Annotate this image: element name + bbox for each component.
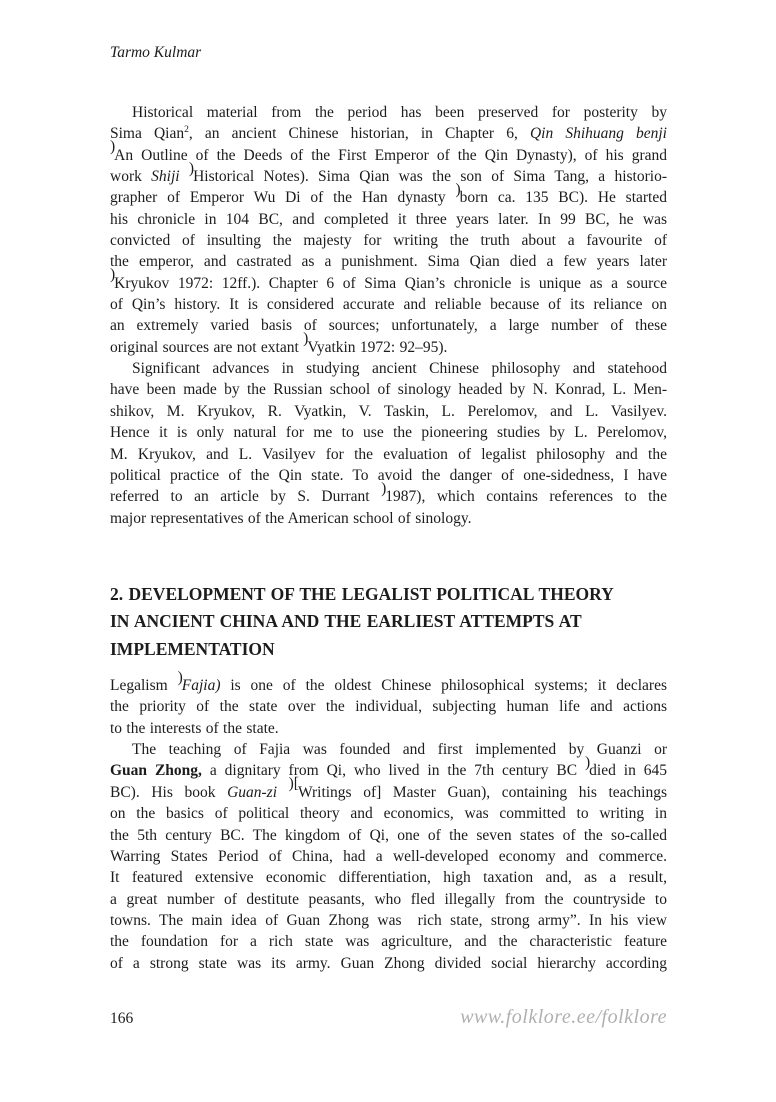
misrendered-paren-glyph: ) xyxy=(110,138,116,156)
text-line: Warring States Period of China, had a well-developed economy and commerce. xyxy=(110,847,667,865)
misrendered-paren-glyph: ) xyxy=(177,668,183,686)
bold-text: Guan Zhong, xyxy=(110,762,202,780)
text-line: work Shiji )Historical Notes). Sima Qian was the son of Sima Tang, a historio- xyxy=(110,159,667,186)
misrendered-paren-glyph: ) xyxy=(188,159,195,177)
text-line: Guan Zhong, a dignitary from Qi, who lived in the 7th century BC )died in 645 xyxy=(110,753,667,780)
text-line: major representatives of the American school of sinology. xyxy=(110,509,472,527)
text-line: The teaching of Fajia was founded and first implemented by Guanzi or xyxy=(132,741,667,759)
text-line: BC). His book Guan-zi )[Writings of] Master Guan), containing his teachings xyxy=(110,775,668,801)
text-line: Historical material from the period has been preserved for posterity by xyxy=(132,104,667,121)
journal-url: www.folklore.ee/folklore xyxy=(460,1006,667,1028)
misrendered-paren-glyph: ) xyxy=(455,180,461,198)
text-line: have been made by the Russian school of sinology headed by N. Konrad, L. Men- xyxy=(110,381,667,399)
misrendered-paren-glyph: ) xyxy=(584,753,591,771)
text-line: towns. The main idea of Guan Zhong was rich state, strong army”. In his view xyxy=(110,911,667,929)
text-line: an extremely varied basis of sources; unfortunately, a large number of these xyxy=(110,317,667,335)
text-line: M. Kryukov, and L. Vasilyev for the evaluation of legalist philosophy and the xyxy=(110,445,667,463)
text-line: shikov, M. Kryukov, R. Vyatkin, V. Taskin, L. Perelomov, and L. Vasilyev. xyxy=(110,402,667,420)
text-line: Legalism )Fajia) is one of the oldest Chinese philosophical systems; it declares xyxy=(110,668,667,695)
paragraph xyxy=(110,739,667,974)
heading-line: IMPLEMENTATION xyxy=(110,638,275,659)
misrendered-paren-glyph: )[ xyxy=(288,775,299,793)
section-heading xyxy=(110,581,667,663)
text-line: original sources are not extant )Vyatkin 1972: 92–95). xyxy=(110,330,448,356)
footnote-marker: 2 xyxy=(184,124,189,136)
text-line: grapher of Emperor Wu Di of the Han dynasty )born ca. 135 BC). He started xyxy=(110,180,667,207)
text-line: convicted of insulting the majesty for writing the truth about a favourite of xyxy=(110,232,667,250)
paragraph xyxy=(110,358,667,529)
text-line: on the basics of political theory and economics, was committed to writing in xyxy=(110,805,667,823)
text-line: the 5th century BC. The kingdom of Qi, one of the seven states of the so-called xyxy=(110,826,667,844)
text-line: Significant advances in studying ancient Chinese philosophy and statehood xyxy=(132,360,667,378)
text-line: a great number of destitute peasants, who fled illegally from the countryside to xyxy=(110,890,667,908)
heading-line: IN ANCIENT CHINA AND THE EARLIEST ATTEMPTS AT xyxy=(110,611,582,632)
text-line: of a strong state was its army. Guan Zhong divided social hierarchy according xyxy=(110,954,667,972)
text-line: referred to an article by S. Durrant )1987), which contains references to the xyxy=(110,479,668,506)
text-line: Hence it is only natural for me to use the pioneering studies by L. Perelomov, xyxy=(110,424,667,442)
italic-text: Fajia) xyxy=(181,677,221,695)
text-line: the foundation for a rich state was agriculture, and the characteristic feature xyxy=(110,933,667,951)
document-body xyxy=(110,102,667,974)
text-line: )Kryukov 1972: 12ff.). Chapter 6 of Sima Qian’s chronicle is unique as a source xyxy=(110,266,667,292)
italic-text: Guan-zi xyxy=(227,783,278,801)
text-line: Sima Qian$^2$, an ancient Chinese historian, in Chapter 6, Qin Shihuang benji xyxy=(110,124,667,143)
text-line: political practice of the Qin state. To avoid the danger of one-sidedness, I have xyxy=(110,466,667,484)
page-footer xyxy=(110,1006,667,1029)
text-line: the priority of the state over the individual, subjecting human life and actions xyxy=(110,698,667,716)
text-line: the emperor, and castrated as a punishment. Sima Qian died a few years later xyxy=(110,253,667,271)
misrendered-paren-glyph: ) xyxy=(381,479,387,497)
paragraph xyxy=(110,668,667,739)
page-number: 166 xyxy=(110,1010,134,1027)
text-line: )An Outline of the Deeds of the First Emperor of the Qin Dynasty), of his grand xyxy=(110,138,667,164)
text-line: to the interests of the state. xyxy=(110,719,279,737)
misrendered-paren-glyph: ) xyxy=(110,266,116,284)
text-line: of Qin’s history. It is considered accurate and reliable because of its reliance on xyxy=(110,296,667,314)
text-line: It featured extensive economic differentiation, high taxation and, as a result, xyxy=(110,869,667,887)
text-line: his chronicle in 104 BC, and completed it three years later. In 99 BC, he was xyxy=(110,210,667,228)
misrendered-paren-glyph: ) xyxy=(303,330,309,348)
italic-text: Shiji xyxy=(151,168,180,186)
italic-text: Qin Shihuang benji xyxy=(529,125,667,143)
heading-line: 2. DEVELOPMENT OF THE LEGALIST POLITICAL THEORY xyxy=(110,583,614,604)
paragraph xyxy=(110,102,667,358)
author-name: Tarmo Kulmar xyxy=(110,44,202,61)
